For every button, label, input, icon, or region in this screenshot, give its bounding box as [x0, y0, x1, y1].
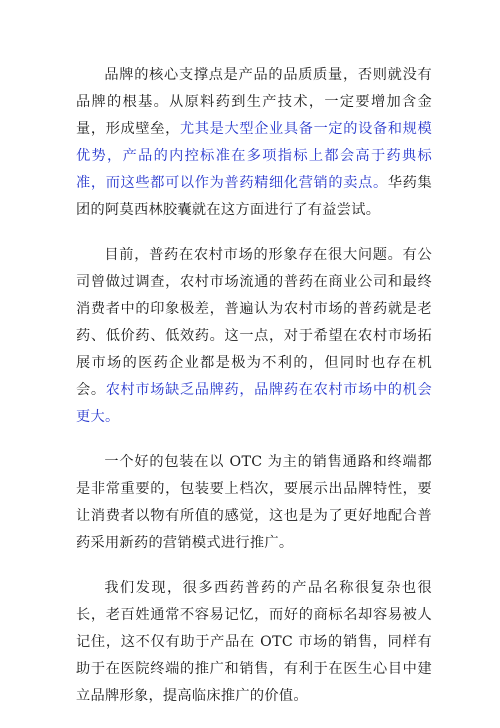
paragraph-3-text: 一个好的包装在以 OTC 为主的销售通路和终端都是非常重要的，包装要上档次，要展示出品牌特性，要让消费者以物有所值的感觉，这也是为了更好地配合普药采用新药的营销模式进行推广。 — [76, 454, 432, 551]
paragraph-1 — [76, 62, 432, 224]
paragraph-1-text-b: 华药集团的阿莫西林胶囊就在这方面进行了有益尝试。 — [76, 175, 432, 218]
paragraph-2 — [76, 242, 432, 431]
paragraph-2-highlight: 农村市场缺乏品牌药，品牌药在农村市场中的机会更大。 — [76, 382, 432, 425]
paragraph-4-text: 我们发现，很多西药普药的产品名称很复杂也很长，老百姓通常不容易记忆，而好的商标名却容易被人记住，这不仅有助于产品在 OTC 市场的销售，同样有助于在医院终端的推广和销售，有利于在医生心目中建立品牌形象，提高临床推广的价值。 — [76, 580, 432, 704]
paragraph-1-text-a: 品牌的核心支撑点是产品的品质质量，否则就没有品牌的根基。从原料药到生产技术，一定要增加含金量，形成壁垒， — [76, 67, 432, 137]
document-body — [76, 62, 432, 728]
paragraph-4 — [76, 575, 432, 710]
paragraph-1-highlight: 尤其是大型企业具备一定的设备和规模优势，产品的内控标准在多项指标上都会高于药典标准，而这些都可以作为普药精细化营销的卖点。 — [76, 121, 432, 191]
paragraph-2-text: 目前，普药在农村市场的形象存在很大问题。有公司曾做过调查，农村市场流通的普药在商业公司和最终消费者中的印象极差，普遍认为农村市场的普药就是老药、低价药、低效药。这一点，对于希望在农村市场拓展市场的医药企业都是极为不利的，但同时也存在机会。 — [76, 247, 432, 398]
paragraph-3 — [76, 449, 432, 557]
